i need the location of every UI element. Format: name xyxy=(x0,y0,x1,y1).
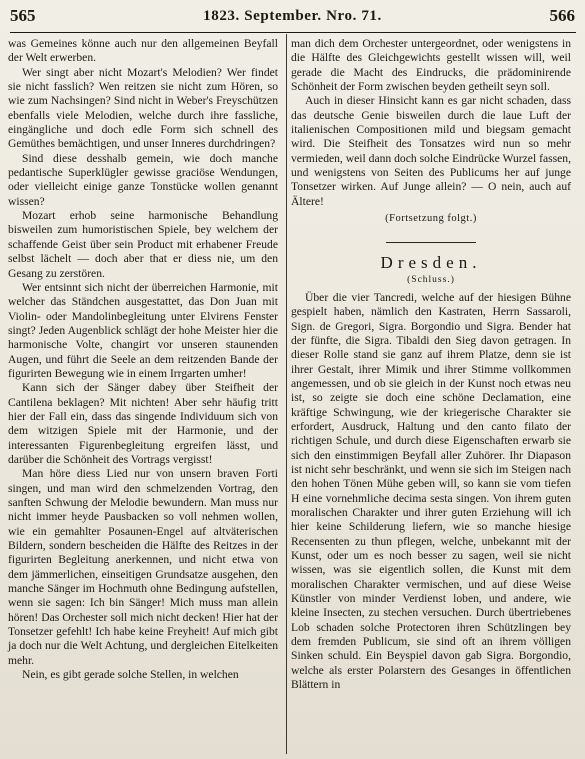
page-header xyxy=(10,6,575,32)
header-rule xyxy=(10,32,576,33)
paragraph-left-4: Mozart erhob seine harmonische Behandlung bisweilen zum humoristischen Spiele, bey welchem der schaffende Geist über sein Product mit erhabener Freude selbst lächelt — doch aber that er diess nie, um den Gesang zu zerstören. xyxy=(8,209,278,280)
right-column xyxy=(291,37,571,692)
section-heading-dresden: Dresden. xyxy=(380,253,482,273)
paragraph-right-report: Über die vier Tancredi, welche auf der hiesigen Bühne gespielt haben, nämlich den Kastraten, Herrn Sassaroli, Sign. de Gregori, Sigra. Borgondio und Sigra. Bender hat der fünfte, die Sigra. Tibaldi den Sieg davon getragen. In dieser Rolle stand sie ganz auf ihrem Platze, denn sie ist ihrer Gestalt, ihrer Mimik und ihrer Stimme vollkommen angemessen, und ob sie gleich in der Kunst noch etwas neu ist, so zeigte sie doch eine schöne Declamation, eine kräftige Schwingung, wie der kriegerische Charakter sie erfordert, Ausdruck, Haltung und den canto filato der richtigen Schule, und durch diese Eigenschaften erwarb sie sich den einstimmigen Beyfall aller Zuhörer. Ihr Diapason ist nicht sehr beschränkt, und wenn sie sich im Steigen nach den hohen Tönen Mühe geben will, so kann sie vom tiefen H eine vornehmliche decima sesta singen. Von ihrem guten moralischen Charakter und ihrer guten Erziehung will ich hier keine Schilderung liefern, wie so manche hiesige Recensenten zu thun pflegen, welche, unbekannt mit der Kunst, oder um es noch besser zu sagen, weil sie nicht wissen, was sie eigentlich sollen, die Kunst mit dem moralischen Charakter vermischen, und auf diese Weise Künstler von minder Verdienst loben, und andere, wie kleine Insecten, zu stechen versuchen. Durch übertriebenes Lob schaden solche Protectoren ihren Schützlingen bey dem fremden Publicum, sie sind oft an ihrem völligen Sinken schuld. Ein Beyspiel davon gab Sigra. Borgondio, welche als erster Polarstern des Gesanges in öffentlichen Blättern in xyxy=(291,290,571,692)
paragraph-right-2: Auch in dieser Hinsicht kann es gar nicht schaden, dass das deutsche Genie bisweilen durch die laue Luft der italienischen Compositionen mild und biegsam gemacht wird. Die Steifheit des Tonsatzes wird nun so mehr vermieden, weil dann doch solche Eindrücke Wurzel fassen, und wenigstens von Seiten des Publicums her auf junge Tonsetzer wirken. Auf Junge allein? — O nein, auch auf Ältere! xyxy=(291,94,571,208)
column-divider xyxy=(286,34,287,754)
issue-title: 1823. September. Nro. 71. xyxy=(203,8,382,24)
paragraph-left-3: Sind diese desshalb gemein, wie doch manche pedantische Superklügler gewisse graciöse Wendungen, oder vielleicht einige ganze Tonstücke wollen genannt wissen? xyxy=(8,151,278,208)
paragraph-left-5: Wer entsinnt sich nicht der überreichen Harmonie, mit welcher das Ständchen ausgestattet, das Don Juan mit Violin- oder Mandolinbegleitung unter Elvirens Fenster singt? Jeden Augenblick schlägt der hohe Meister hier die harmonische Volte, changirt vor unseren staunenden Augen, und führt die Seele an dem reitzenden Bande der figurirten Bewegung wie in einem Irrgarten umher! xyxy=(8,280,278,380)
section-separator xyxy=(386,242,476,243)
page-number-left: 565 xyxy=(10,6,36,25)
paragraph-right-continuation: man dich dem Orchester untergeordnet, oder wenigstens in die Hälfte des Gleichgewichts gestellt wissen will, weil gerade die Macht des Eindrucks, die prädominirende Schönheit der Form zwischen beyden getheilt seyn soll. xyxy=(291,37,571,94)
section-subheading: (Schluss.) xyxy=(407,275,455,286)
paragraph-left-8: Nein, es gibt gerade solche Stellen, in welchen xyxy=(22,668,239,682)
left-column xyxy=(8,37,278,682)
paragraph-left-2: Wer singt aber nicht Mozart's Melodien? Wer findet sie nicht fasslich? Wen reitzen sie nicht zum Hören, so wie zum Nachsingen? Sind nicht in Weber's Freyschützen ebenfalls viele Melodien, welche durch ihre fassliche, eingängliche und doch edle Form sich schnell des Gemüthes bemächtigen, und unser Inneres durchdringen? xyxy=(8,65,278,151)
paragraph-left-7: Man höre diess Lied nur von unsern braven Forti singen, und man wird den schmelzenden Vortrag, den sanften Schwung der Melodie bewundern. Man muss nur nicht immer heyde Pausbacken so voll nehmen wollen, wie ein gemahlter Posaunen-Engel auf altväterischen Bildern, sondern bescheiden die Hälfte des Reitzes in der figurirten Begleitung anerkennen, und nicht etwa von dem jämmerlichen, einseitigen Grundsatze ausgehen, den manche Sänger im Hochmuth ohne Bedingung aufstellen, wenn sie sagen: Ich bin Sänger! Mich muss man allein hören! Das Orchester soll mich nicht decken! Hier hat der Tonsetzer gefehlt! Ich habe keine Freyheit! Auf mich gibt ja doch nur die Welt Achtung, und dergleichen Eitelkeiten mehr. xyxy=(8,467,278,667)
paragraph-left-6: Kann sich der Sänger dabey über Steifheit der Cantilena beklagen? Mit nichten! Aber sehr häufig tritt hier der Fall ein, dass das singende Individuum sich von dem witzigen Spiele mit der Harmonie, und der interessanten Figurenbegleitung ergreifen lässt, und darüber die Schönheit des Vortrags vergisst! xyxy=(8,381,278,466)
page-number-right: 566 xyxy=(549,6,575,25)
continuation-note: (Fortsetzung folgt.) xyxy=(385,213,477,225)
paragraph-left-1: was Gemeines könne auch nur den allgemeinen Beyfall der Welt erwerben. xyxy=(8,37,278,65)
